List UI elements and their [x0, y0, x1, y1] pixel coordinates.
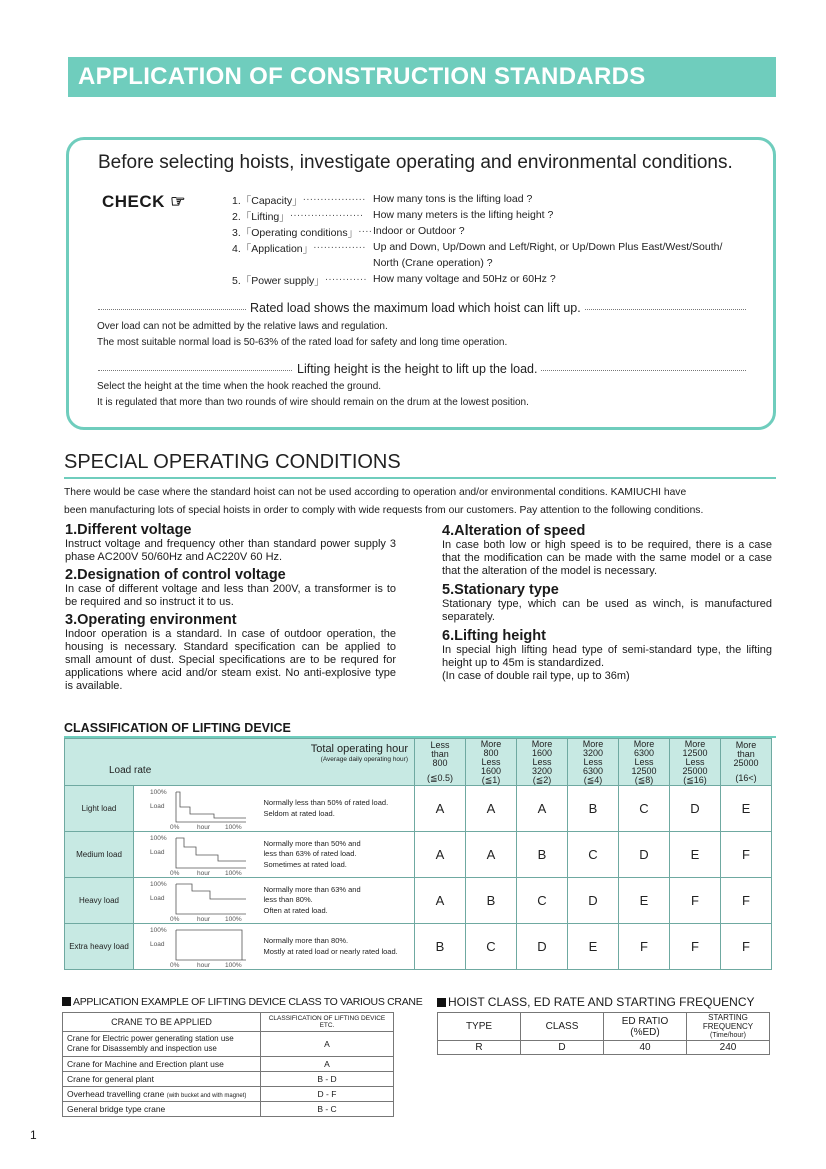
section-heading: 5.Stationary type: [442, 582, 559, 598]
load-graph-cell: [134, 832, 260, 878]
grade-cell: A: [415, 832, 466, 878]
pointing-hand-icon: ☞: [170, 192, 186, 211]
col-header: [466, 739, 517, 786]
check-item: [232, 273, 762, 289]
app-class: A: [261, 1057, 394, 1072]
graph-load-label: Load: [150, 940, 165, 948]
graph-100pct: 100%: [150, 788, 167, 796]
rated-line-2: The most suitable normal load is 50-63% of the rated load for safety and long time operation.: [97, 337, 508, 348]
check-logo: [102, 192, 186, 212]
section-heading: 6.Lifting height: [442, 628, 546, 644]
col-l2: than: [737, 749, 755, 759]
load-graph-cell: [134, 878, 260, 924]
hoist-h-class: CLASS: [521, 1013, 604, 1041]
load-graph: [134, 833, 242, 877]
col-l1: More: [531, 738, 553, 749]
app-example-title-text: APPLICATION EXAMPLE OF LIFTING DEVICE CLASS TO VARIOUS CRANE: [73, 996, 423, 1008]
load-name: Light load: [65, 786, 134, 832]
check-item-text: Up and Down, Up/Down and Left/Right, or Up/Down Plus East/West/South/: [373, 241, 723, 253]
load-name: Heavy load: [65, 878, 134, 924]
grade-cell: C: [466, 924, 517, 970]
desc-line: Normally more than 63% and: [263, 884, 361, 894]
check-item: [232, 257, 762, 273]
grade-cell: B: [568, 786, 619, 832]
app-header-class: CLASSIFICATION OF LIFTING DEVICE ETC.: [261, 1013, 394, 1032]
app-crane-note: (with bucket and with magnet): [166, 1093, 247, 1099]
hoist-h-ed: [604, 1013, 687, 1041]
col-l1: More: [480, 738, 502, 749]
grade-cell: A: [415, 878, 466, 924]
load-graph-cell: [134, 786, 260, 832]
app-row: [63, 1032, 394, 1057]
graph-load-label: Load: [150, 894, 165, 902]
grade-cell: A: [415, 786, 466, 832]
hoist-sf: 240: [687, 1041, 770, 1055]
col-l4: 3200: [531, 765, 553, 776]
grade-cell: C: [619, 786, 670, 832]
page-banner: APPLICATION OF CONSTRUCTION STANDARDS: [68, 57, 776, 97]
check-item-text: North (Crane operation) ?: [373, 257, 493, 269]
col-l3: 800: [432, 758, 448, 768]
hoist-h-ed-2: (%ED): [630, 1026, 660, 1038]
col-l1: Less: [430, 740, 450, 750]
load-row-medium: [65, 832, 772, 878]
col-l4: 6300: [582, 765, 604, 776]
app-class: D - F: [261, 1087, 394, 1102]
section-text: In case both low or high speed is to be required, there is a case that the modification can be made with the same model or a case that the alteration of the model is necessary.: [442, 539, 772, 577]
col-avg: (≦16): [683, 774, 707, 785]
section-text: Instruct voltage and frequency other than standard power supply 3 phase AC200V 50/60Hz and AC220V 60 Hz.: [65, 538, 396, 563]
grade-cell: F: [619, 924, 670, 970]
grade-cell: A: [517, 786, 568, 832]
hoist-class-table: [437, 1012, 770, 1055]
col-header: [568, 739, 619, 786]
app-crane: Crane for Machine and Erection plant use: [63, 1057, 261, 1072]
app-header-row: [63, 1013, 394, 1032]
grade-cell: B: [415, 924, 466, 970]
app-class: B - D: [261, 1072, 394, 1087]
grade-cell: E: [568, 924, 619, 970]
classification-table: [64, 738, 772, 970]
app-crane: [63, 1032, 261, 1057]
grade-cell: E: [619, 878, 670, 924]
load-desc: [260, 832, 415, 878]
grade-cell: F: [721, 924, 772, 970]
avg-hour-label: (Average daily operating hour): [320, 756, 408, 763]
app-row: [63, 1102, 394, 1117]
check-list: [232, 193, 762, 289]
col-l3: Less: [481, 756, 501, 767]
grade-cell: F: [670, 878, 721, 924]
check-item-dots: ··················: [302, 193, 366, 205]
app-example-table: [62, 1012, 394, 1117]
app-row: [63, 1057, 394, 1072]
check-item-dots: ····: [358, 225, 373, 237]
load-curve-icon: [134, 925, 260, 969]
load-row-heavy: [65, 878, 772, 924]
graph-end: 100%: [225, 823, 242, 831]
col-avg: (16<): [735, 773, 757, 783]
col-l2: 3200: [582, 747, 604, 758]
section-text: Indoor operation is a standard. In case of outdoor operation, the housing is necessary. Standard specification can be applied to small amount of dust. Special specifications are to be requred for applications where acid and/or steam exist. No anti-explosive type is available.: [65, 628, 396, 692]
hoist-ed: 40: [604, 1041, 687, 1055]
load-desc: [260, 924, 415, 970]
app-crane-line: Crane for Disassembly and inspection use: [67, 1044, 217, 1053]
col-l3: Less: [634, 756, 654, 767]
rated-heading: Rated load shows the maximum load which hoist can lift up.: [246, 301, 585, 315]
app-class: B - C: [261, 1102, 394, 1117]
bullet-square-icon: [62, 997, 71, 1006]
check-item: [232, 193, 762, 209]
graph-zero: 0%: [170, 823, 180, 831]
col-l3: 25000: [733, 758, 759, 768]
section-text: In case of different voltage and less than 200V, a transformer is to be required and so instruct it to us.: [65, 583, 396, 608]
col-header: [415, 739, 466, 786]
col-l3: Less: [583, 756, 603, 767]
col-avg: (≦8): [634, 774, 654, 785]
grade-cell: F: [670, 924, 721, 970]
lift-line-1: Select the height at the time when the hook reached the ground.: [97, 381, 382, 392]
graph-hour: hour: [197, 823, 211, 831]
col-l1: More: [582, 738, 604, 749]
special-intro-2: been manufacturing lots of special hoists in order to comply with wide requests from our customers. Pay attention to the following conditions.: [64, 505, 704, 516]
classification-header-row: [65, 739, 772, 786]
graph-100pct: 100%: [150, 926, 167, 934]
hoist-h-sf: [687, 1013, 770, 1041]
hoist-h-sf-1: STARTING: [708, 1013, 748, 1022]
col-l2: than: [431, 749, 449, 759]
desc-line: less than 80%.: [263, 895, 313, 905]
col-l3: Less: [532, 756, 552, 767]
app-class: A: [261, 1032, 394, 1057]
check-item-dots: ·····················: [289, 209, 364, 221]
grade-cell: E: [721, 786, 772, 832]
check-item-dots: ···············: [313, 241, 366, 253]
app-crane: [63, 1087, 261, 1102]
classification-title: CLASSIFICATION OF LIFTING DEVICE: [64, 721, 291, 735]
bullet-square-icon: [437, 998, 446, 1007]
graph-100pct: 100%: [150, 880, 167, 888]
graph-load-label: Load: [150, 802, 165, 810]
load-curve-icon: [134, 833, 260, 877]
load-desc: [260, 786, 415, 832]
check-item: [232, 209, 762, 225]
col-l4: 25000: [682, 765, 708, 776]
col-header: [517, 739, 568, 786]
section-heading: 4.Alteration of speed: [442, 523, 586, 539]
section-heading: 2.Designation of control voltage: [65, 567, 286, 583]
section-text: In special high lifting head type of semi-standard type, the lifting height up to 45m is standardized.: [442, 644, 772, 669]
desc-line: Mostly at rated load or nearly rated load.: [263, 946, 398, 956]
desc-line: Often at rated load.: [263, 905, 328, 915]
col-l2: 800: [483, 747, 499, 758]
col-l2: 12500: [682, 747, 708, 758]
check-item-text: How many meters is the lifting height ?: [373, 209, 554, 221]
grade-cell: D: [517, 924, 568, 970]
load-graph-cell: [134, 924, 260, 970]
graph-end: 100%: [225, 961, 242, 969]
graph-end: 100%: [225, 915, 242, 923]
col-l4: 1600: [480, 765, 502, 776]
grade-cell: E: [670, 832, 721, 878]
load-curve-icon: [134, 787, 260, 831]
grade-cell: A: [466, 786, 517, 832]
load-rate-label: Load rate: [109, 765, 152, 776]
app-row: [63, 1087, 394, 1102]
col-l4: 12500: [631, 765, 657, 776]
load-row-extra-heavy: [65, 924, 772, 970]
total-hour-label: Total operating hour: [310, 743, 408, 755]
app-crane: General bridge type crane: [63, 1102, 261, 1117]
grade-cell: D: [568, 878, 619, 924]
section-heading: 3.Operating environment: [65, 612, 237, 628]
special-intro-1: There would be case where the standard hoist can not be used according to operation and/or environmental conditions. KAMIUCHI have: [64, 487, 687, 498]
grade-cell: B: [517, 832, 568, 878]
special-left-column: [65, 522, 396, 693]
grade-cell: A: [466, 832, 517, 878]
lift-line-2: It is regulated that more than two rounds of wire should remain on the drum at the lowest position.: [97, 397, 529, 408]
rated-line-1: Over load can not be admitted by the relative laws and regulation.: [97, 321, 388, 332]
desc-line: Normally more than 80%.: [263, 936, 349, 945]
app-crane: Crane for general plant: [63, 1072, 261, 1087]
col-header: [721, 739, 772, 786]
check-item-label: 4.「Application」: [232, 243, 314, 255]
hoist-class-title-text: HOIST CLASS, ED RATE AND STARTING FREQUENCY: [448, 995, 755, 1009]
hoist-h-sf-2: FREQUENCY: [702, 1022, 754, 1031]
app-header-crane: CRANE TO BE APPLIED: [63, 1013, 261, 1032]
special-title: SPECIAL OPERATING CONDITIONS: [64, 451, 401, 473]
grade-cell: C: [568, 832, 619, 878]
check-item-label: 3.「Operating conditions」: [232, 227, 359, 239]
check-item-label: 1.「Capacity」: [232, 195, 303, 207]
col-l1: More: [735, 740, 757, 750]
app-crane-line: Overhead travelling crane: [67, 1089, 165, 1099]
graph-zero: 0%: [170, 915, 180, 923]
hoist-class-title: [437, 995, 755, 1009]
check-logo-text: CHECK: [102, 192, 165, 211]
load-name: Extra heavy load: [65, 924, 134, 970]
graph-load-label: Load: [150, 848, 165, 856]
load-graph: [134, 925, 242, 969]
page-number: 1: [30, 1128, 37, 1142]
grade-cell: F: [721, 878, 772, 924]
app-example-title: [62, 996, 422, 1008]
special-right-column: [442, 523, 772, 683]
special-rule: [64, 477, 776, 479]
load-name: Medium load: [65, 832, 134, 878]
check-item-text: Indoor or Outdoor ?: [373, 225, 465, 237]
header-corner: [65, 739, 415, 786]
col-l2: 6300: [633, 747, 655, 758]
col-avg: (≦2): [532, 774, 552, 785]
hoist-h-ed-1: ED RATIO: [621, 1015, 669, 1027]
grade-cell: D: [619, 832, 670, 878]
graph-hour: hour: [197, 961, 211, 969]
check-item: [232, 225, 762, 241]
graph-100pct: 100%: [150, 834, 167, 842]
graph-zero: 0%: [170, 869, 180, 877]
grade-cell: F: [721, 832, 772, 878]
hoist-h-type: TYPE: [438, 1013, 521, 1041]
hoist-row: [438, 1041, 770, 1055]
check-item-label: 5.「Power supply」: [232, 275, 325, 287]
graph-zero: 0%: [170, 961, 180, 969]
check-item: [232, 241, 762, 257]
desc-line: Sometimes at rated load.: [263, 859, 347, 869]
app-row: [63, 1072, 394, 1087]
graph-hour: hour: [197, 869, 211, 877]
section-text: (In case of double rail type, up to 36m): [442, 670, 630, 682]
check-title: Before selecting hoists, investigate operating and environmental conditions.: [98, 152, 733, 173]
hoist-header-row: [438, 1013, 770, 1041]
check-item-label: 2.「Lifting」: [232, 211, 290, 223]
load-curve-icon: [134, 879, 260, 923]
desc-line: less than 63% of rated load.: [263, 849, 357, 859]
graph-end: 100%: [225, 869, 242, 877]
check-item-text: How many tons is the lifting load ?: [373, 193, 533, 205]
grade-cell: B: [466, 878, 517, 924]
load-desc: [260, 878, 415, 924]
load-graph: [134, 879, 242, 923]
section-heading: 1.Different voltage: [65, 522, 192, 538]
lift-heading: Lifting height is the height to lift up the load.: [293, 362, 541, 376]
col-header: [670, 739, 721, 786]
desc-line: Seldom at rated load.: [263, 808, 335, 818]
col-l2: 1600: [531, 747, 553, 758]
hoist-class: D: [521, 1041, 604, 1055]
check-item-dots: ············: [324, 273, 367, 285]
col-l1: More: [633, 738, 655, 749]
col-l1: More: [684, 738, 706, 749]
desc-line: Normally less than 50% of rated load.: [263, 798, 389, 807]
check-item-text: How many voltage and 50Hz or 60Hz ?: [373, 273, 556, 285]
load-row-light: [65, 786, 772, 832]
col-header: [619, 739, 670, 786]
graph-hour: hour: [197, 915, 211, 923]
desc-line: Normally more than 50% and: [263, 838, 361, 848]
col-avg: (≦0.5): [426, 773, 454, 783]
app-crane-line: Crane for Electric power generating station use: [67, 1034, 234, 1043]
hoist-type: R: [438, 1041, 521, 1055]
section-text: Stationary type, which can be used as winch, is manufactured separately.: [442, 598, 772, 623]
load-graph: [134, 787, 242, 831]
grade-cell: C: [517, 878, 568, 924]
col-avg: (≦1): [481, 774, 501, 785]
grade-cell: D: [670, 786, 721, 832]
col-avg: (≦4): [583, 774, 603, 785]
hoist-h-sf-3: (Time/hour): [710, 1032, 746, 1039]
col-l3: Less: [685, 756, 705, 767]
